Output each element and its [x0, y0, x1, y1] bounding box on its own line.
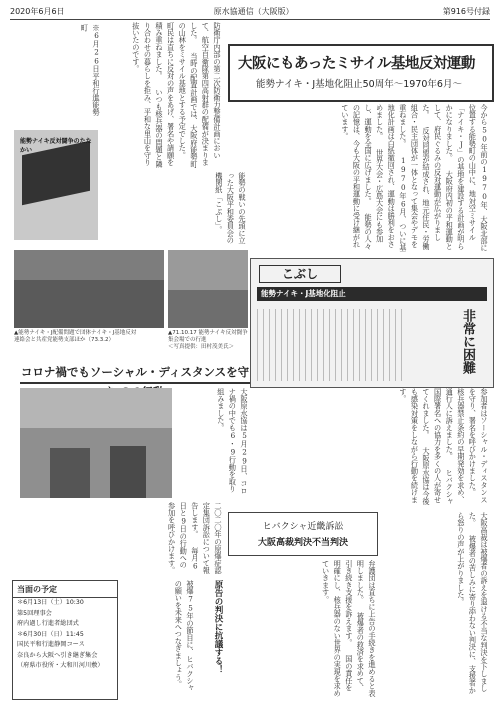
newsletter-clipping [250, 258, 494, 388]
schedule-item: （府県市役所・大和川河川敷） [17, 662, 104, 669]
court-ruling-line2: 大阪高裁判決不当判決 [257, 538, 348, 548]
page-header [10, 4, 490, 18]
caption-meeting: ▲能勢ナイキ・J配備問題で団体ナイキ・J基地反対 連絡会と共産党能勢支部ほか（73.3.2） [14, 330, 137, 343]
article-lower-left: 二〇二〇年の原爆症認定集団訴訟について報告します。 毎月6日と9日の行動への参加を呼びかけます。 [167, 502, 223, 574]
photo-69-action [20, 388, 172, 498]
schedule-item: 府内過し行進者総団式 [17, 620, 79, 627]
protest-note: 原告の判決に抗議する！ [213, 580, 223, 674]
court-ruling-line1: ヒバクシャ近畿訴訟 [262, 522, 344, 532]
article-69-right: 参加者はソーシャル・ディスタンスを守り、署名を呼びかけました。 核兵器禁止条約の早期発効を求め、通行人に訴えました。 ヒバクシャ国際署名への協力を多くの人が寄せてくれました。 大阪原水協は今後も感染対策をしながら行動を続けます。 [398, 388, 489, 506]
schedule-item: 奈良から大阪へ引き継ぎ集会 [17, 651, 98, 659]
publisher-name: 原水協通信（大阪版） [213, 6, 294, 16]
issue-number: 第916号付録 [442, 6, 490, 16]
schedule-title: 当面の予定 [13, 581, 117, 598]
court-ruling-box [228, 512, 378, 556]
clipping-side-text: 非常に困難 [460, 309, 475, 374]
article-69-left: 大阪原水協は5月29日、コロナ禍の中でも6・9行動を取り組みました。 [216, 388, 249, 495]
clipping-body-lines [257, 309, 407, 381]
issue-date: 2020年6月6日 [10, 6, 65, 16]
schedule-item: 第5回理事会 [17, 609, 52, 617]
feature-subtitle: 能勢ナイキ・J基地化阻止50周年～1970年6月～ [256, 79, 462, 90]
schedule-item: 国民平和行進静岡コース [17, 641, 85, 648]
header-divider [10, 19, 490, 20]
photo-rally [168, 250, 248, 328]
schedule-box [12, 580, 118, 700]
book-title: 能勢ナイキ反対闘争のたたかい [20, 138, 92, 154]
article-far-left: ※6月26日平和行進能勢町 [80, 24, 101, 116]
article-middle: 能勢の戦いの先頭に立った大阪平和委員会の機関紙「こぶし」。 [214, 172, 247, 244]
feature-banner [228, 44, 494, 102]
article-top-left: 防衛庁内部の第二次防衛力整備計画において、航空自衛隊第四高射群の配備が決まりました。 当時の配置計画では、大阪府能勢町の山林をミサイル基地とする予定でした。 町民は直ちに反対の声をあげ、署名や請願を積み重ねました。 いつも核兵器の問題と隣り合わせの暮らしを拒み、平和な里山を守り抜いたのです。 [131, 22, 222, 168]
article-top-right: 今から50年前の1970年、大阪北部に位置する能勢町の山中に、地対空ミサイル「ナイキ・J」の基地を建設する計画が明らかになりました。 大阪府内初の平和運動として、府民ぐるみの反対運動が広がりました。 反対同盟が結成され、地元住民・労働組合・民主団体が一体となって集会やデモを重ねました。 1970年6月、ついに基地化計画は白紙撤回され、運動は勝利をおさめました。 世界大会・広島大会にも参加し、運動を全国に広げました。 能勢の人々の記憶は、今も大阪の平和運動に受け継がれています。 [340, 104, 489, 252]
book-cover-image [14, 130, 98, 240]
section-title-69: コロナ禍でもソーシャル・ディスタンスを守 [20, 362, 250, 384]
article-lower-right: 大阪高裁は被爆者の訴えを退ける不当な判決を下しました。 被爆者の苦しみに寄り添わない判決に、支援者から怒りの声が上がりました。 [456, 512, 489, 694]
caption-rally: ▲71.10.17 能勢ナイキ反対闘争集会場での行進 ＜写真提供：田村茂美氏＞ [168, 330, 248, 350]
schedule-item: ＊6月30日（日）11:45 [17, 630, 84, 638]
photo-meeting [14, 250, 164, 328]
schedule-item: ＊6月13日（土）10:30 [17, 599, 84, 606]
article-lower-center: 弁護団は直ちに上告の手続きを進めると表明しました。 被爆者の救済を求めて、引き続き支援を訴えます。 国の責任を明確にし、核兵器のない世界の実現を求めていきます。 [321, 560, 377, 697]
clipping-masthead: こぶし [259, 265, 341, 283]
clipping-headline: 能勢ナイキ・J基地化阻止 [257, 287, 487, 301]
article-bottom-middle: 被爆75年の節目に、ヒバクシャの願いを未来へつなぎましょう。 [174, 580, 195, 692]
feature-title: 大阪にもあったミサイル基地反対運動 [238, 56, 475, 72]
